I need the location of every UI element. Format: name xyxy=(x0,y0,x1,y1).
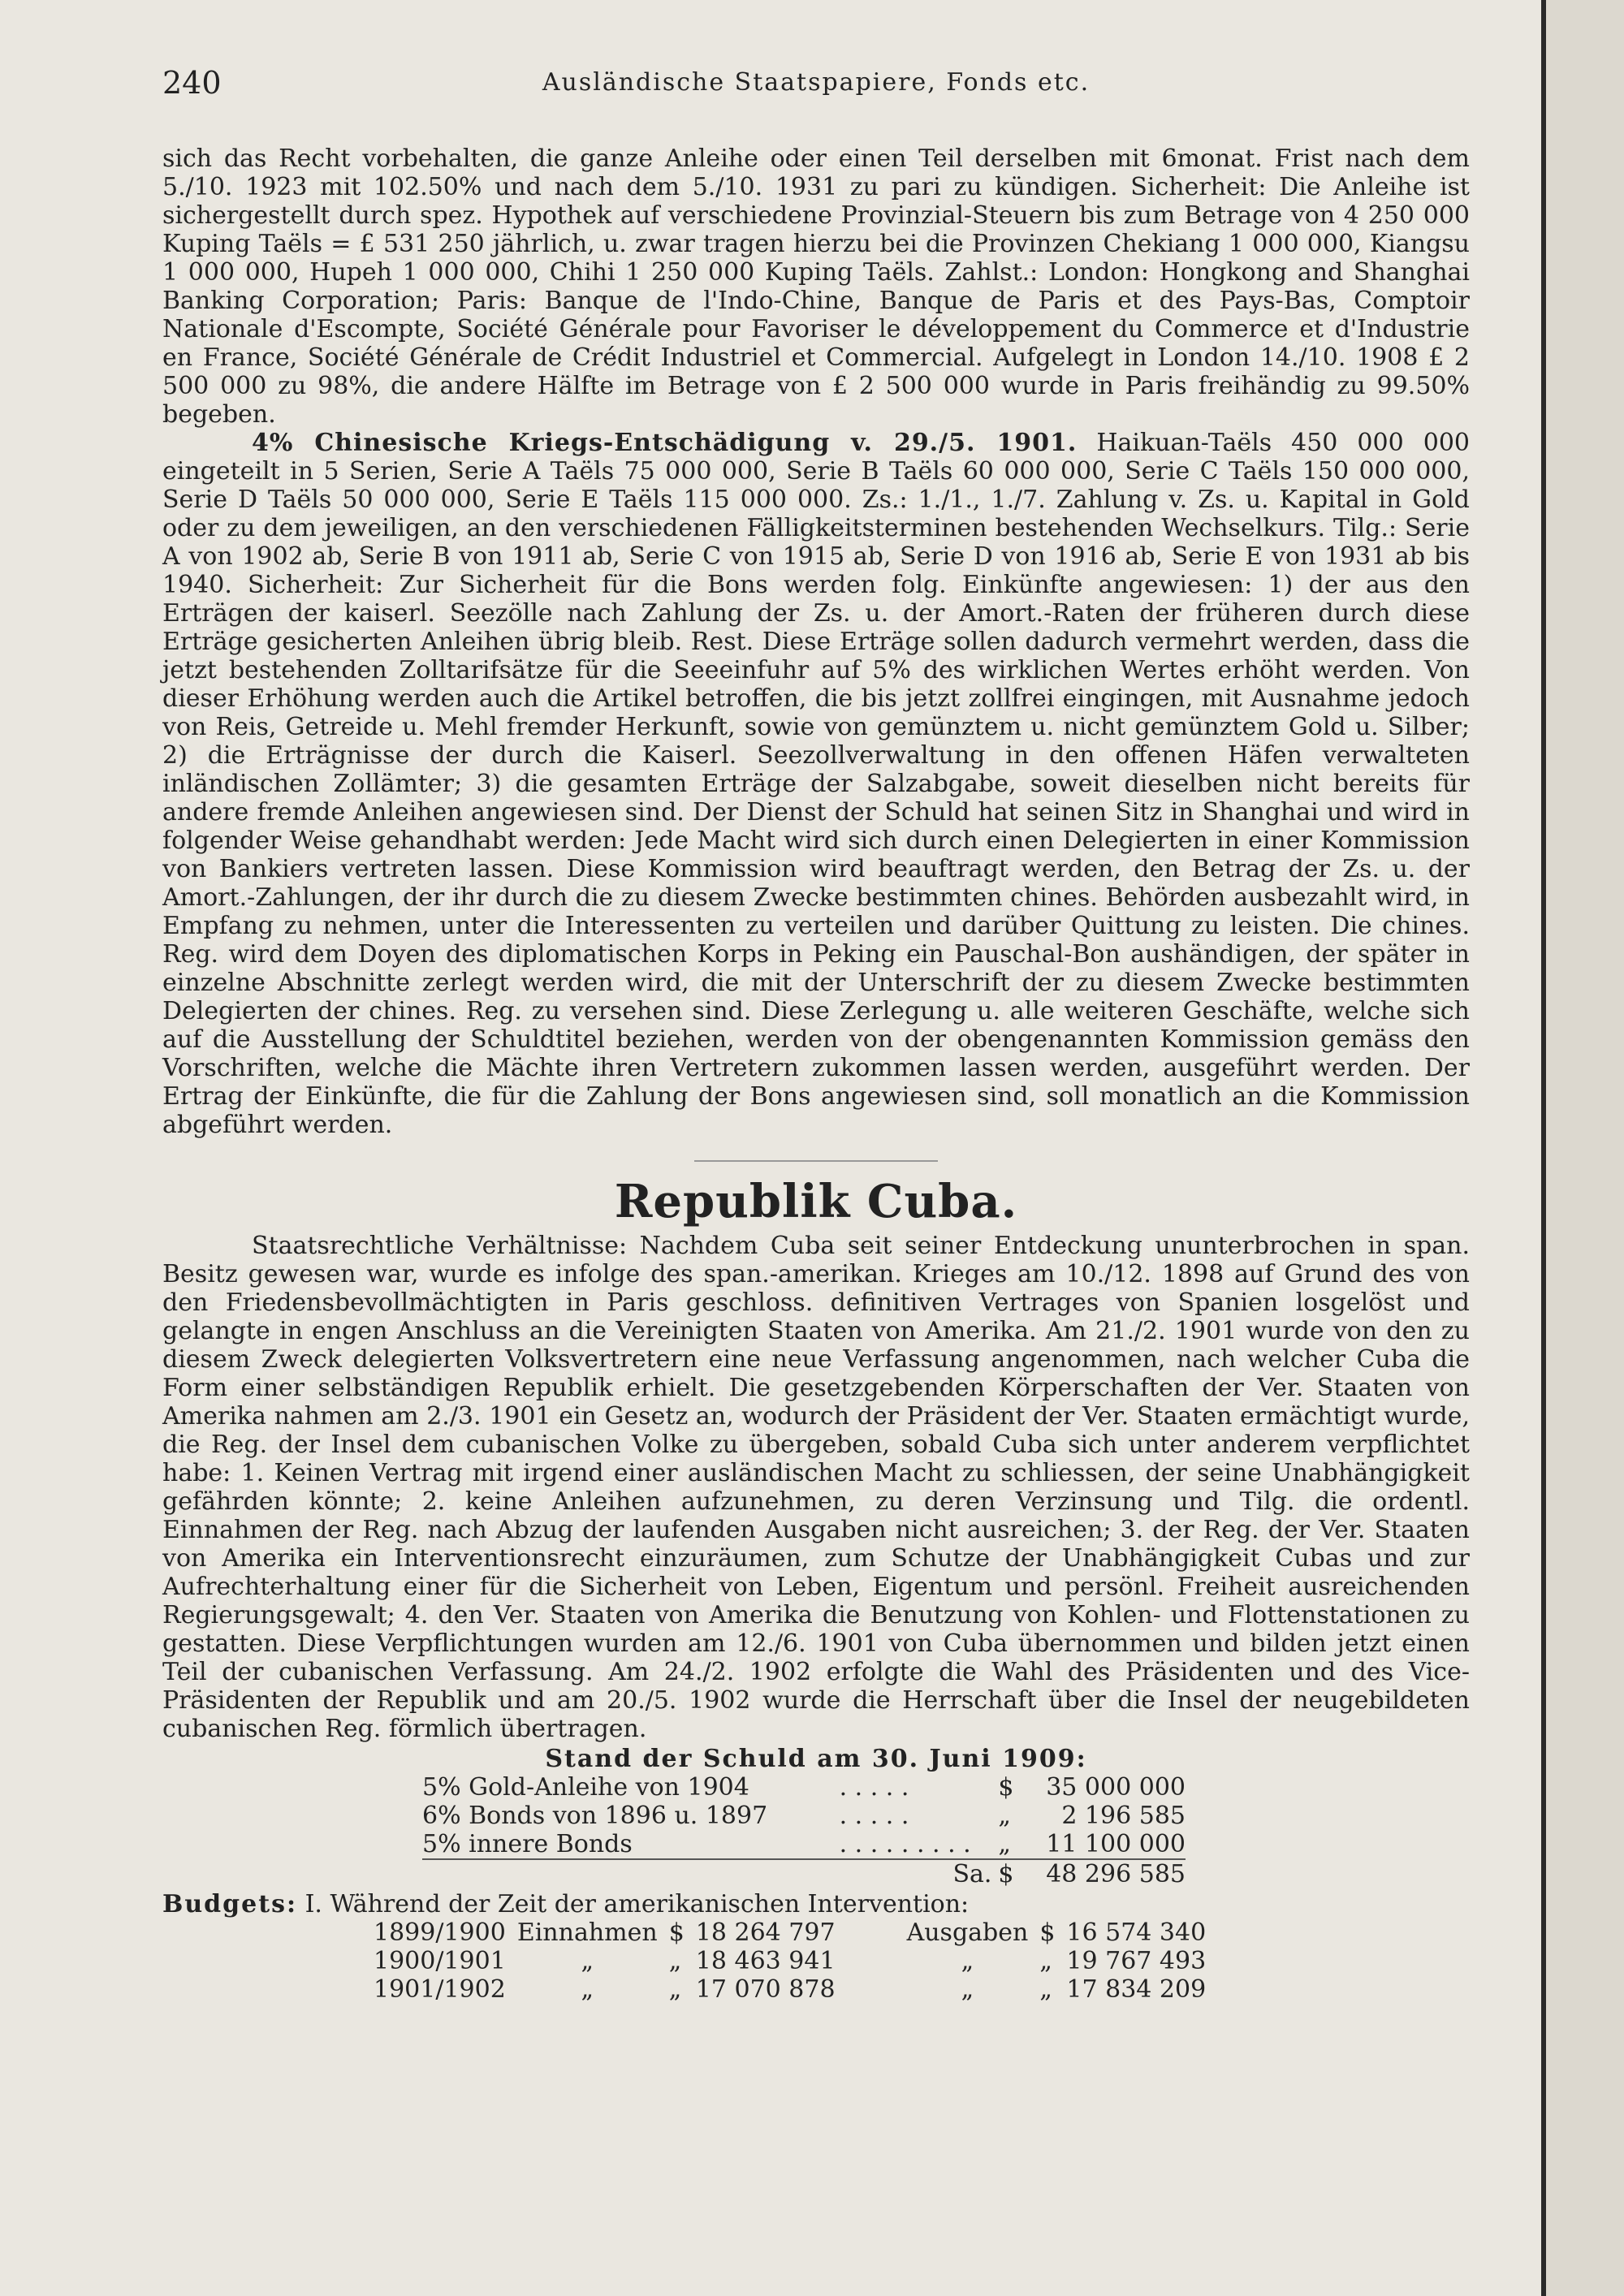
income-label: „ xyxy=(581,1947,594,1975)
page-body xyxy=(162,145,1470,2004)
debt-row xyxy=(422,1802,1186,1830)
war-indemnity-text: Haikuan-Taëls 450 000 000 eingeteilt in 5 Serien, Serie A Taëls 75 000 000, Serie B Taëls 60 000 000, Serie C Taëls 150 000 000, Serie D Taëls 50 000 000, Serie E Taëls 115 000 000. Zs.: 1./1., 1./7. Zahlung v. Zs. u. Kapital in Gold oder zu dem jeweiligen, an den verschiedenen Fälligkeitsterminen bestehenden Wechselkurs. Tilg.: Serie A von 1902 ab, Serie B von 1911 ab, Serie C von 1915 ab, Serie D von 1916 ab, Serie E von 1931 ab bis 1940. Sicherheit: Zur Sicherheit für die Bons werden folg. Einkünfte angewiesen: 1) der aus den Erträgen der kaiserl. Seezölle nach Zahlung der Zs. u. der Amort.-Raten der früheren durch diese Erträge gesicherten Anleihen übrig bleib. Rest. Diese Erträge sollen dadurch vermehrt werden, dass die jetzt bestehenden Zolltarifsätze für die Seeeinfuhr auf 5% des wirklichen Wertes erhöht werden. Von dieser Erhöhung werden auch die Artikel betroffen, die bis jetzt zollfrei eingingen, mit Ausnahme jedoch von Reis, Getreide u. Mehl fremder Herkunft, sowie von gemünztem u. nicht gemünztem Gold u. Silber; 2) die Erträgnisse der durch die Kaiserl. Seezollverwaltung in den offenen Häfen verwalteten inländischen Zollämter; 3) die gesamten Erträge der Salzabgabe, soweit dieselben nicht bereits für andere fremde Anleihen angewiesen sind. Der Dienst der Schuld hat seinen Sitz in Shanghai und wird in folgender Weise gehandhabt werden: Jede Macht wird sich durch einen Delegierten in einer Kommission von Bankiers vertreten lassen. Diese Kommission wird beauftragt werden, den Betrag der Zs. u. der Amort.-Zahlungen, der ihr durch die zu diesem Zwecke bestimmten chines. Behörden ausbezahlt wird, in Empfang zu nehmen, unter die Interessenten zu verteilen und darüber Quittung zu leisten. Die chines. Reg. wird dem Doyen des diplomatischen Korps in Peking ein Pauschal-Bon aushändigen, der später in einzelne Abschnitte zerlegt werden wird, die mit der Unterschrift der zu diesem Zwecke bestimmten Delegierten der chines. Reg. zu versehen sind. Diese Zerlegung u. alle weiteren Geschäfte, welche sich auf die Ausstellung der Schuldtitel beziehen, werden von der obengenannten Kommission gemäss den Vorschriften, welche die Mächte ihren Vertretern zukommen lassen werden, ausgeführt werden. Der Ertrag der Einkünfte, die für die Zahlung der Bons angewiesen sind, soll monatlich an die Kommission abgeführt werden. xyxy=(162,429,1470,1139)
debt-amount: 35 000 000 xyxy=(1046,1773,1186,1802)
paragraph-cuba-constitution: Staatsrechtliche Verhältnisse: Nachdem Cuba seit seiner Entdeckung ununterbrochen in span. Besitz gewesen war, wurde es infolge des span.-amerikan. Krieges am 10./12. 1898 auf Grund des von den Friedensbevollmächtigten in Paris geschloss. definitiven Vertrages von Spanien losgelöst und gelangte in engen Anschluss an die Vereinigten Staaten von Amerika. Am 21./2. 1901 wurde von den zu diesem Zweck delegierten Volksvertretern eine neue Verfassung angenommen, nach welcher Cuba die Form einer selbständigen Republik erhielt. Die gesetzgebenden Körperschaften der Ver. Staaten von Amerika nahmen am 2./3. 1901 ein Gesetz an, wodurch der Präsident der Ver. Staaten ermächtigt wurde, die Reg. der Insel dem cubanischen Volke zu übergeben, sobald Cuba sich unter anderem verpflichtet habe: 1. Keinen Vertrag mit irgend einer ausländischen Macht zu schliessen, der seine Unabhängigkeit gefährden könnte; 2. keine Anleihen aufzunehmen, zu deren Verzinsung und Tilg. die ordentl. Einnahmen der Reg. nach Abzug der laufenden Ausgaben nicht ausreichen; 3. der Reg. der Ver. Staaten von Amerika ein Interventionsrecht einzuräumen, zum Schutze der Unabhängigkeit Cubas und zur Aufrechterhaltung einer für die Sicherheit von Leben, Eigentum und persönl. Freiheit ausreichenden Regierungsgewalt; 4. den Ver. Staaten von Amerika die Benutzung von Kohlen- und Flottenstationen zu gestatten. Diese Verpflichtungen wurden am 12./6. 1901 von Cuba übernommen und bilden jetzt einen Teil der cubanischen Verfassung. Am 24./2. 1902 erfolgte die Wahl des Präsidenten und des Vice-Präsidenten der Republik und am 20./5. 1902 wurde die Herrschaft über die Insel der neugebildeten cubanischen Reg. förmlich übertragen. xyxy=(162,1232,1470,1743)
expense-currency: „ xyxy=(1039,1947,1052,1975)
debt-currency: $ xyxy=(998,1773,1014,1802)
debt-amount: 11 100 000 xyxy=(1046,1830,1186,1858)
expense-value: 16 574 340 xyxy=(1066,1918,1207,1947)
budget-table xyxy=(374,1918,1217,2004)
income-currency: „ xyxy=(668,1947,682,1975)
debt-label: 6% Bonds von 1896 u. 1897 xyxy=(422,1802,768,1830)
running-title: Ausländische Staatspapiere, Fonds etc. xyxy=(542,68,1091,97)
debt-amount: 2 196 585 xyxy=(1061,1802,1186,1830)
section-divider xyxy=(694,1160,938,1162)
expense-value: 19 767 493 xyxy=(1066,1947,1207,1975)
debt-label: 5% Gold-Anleihe von 1904 xyxy=(422,1773,749,1802)
debt-total-currency: $ xyxy=(998,1859,1017,1888)
debt-table xyxy=(422,1773,1186,1888)
debt-dots: . . . . . xyxy=(839,1773,909,1802)
debt-total-amount: 48 296 585 xyxy=(1017,1859,1186,1888)
budgets-intro: I. Während der Zeit der amerikanischen Intervention: xyxy=(304,1890,970,1918)
budgets-intro-line xyxy=(162,1890,1470,1918)
budget-year: 1901/1902 xyxy=(374,1975,506,2004)
income-value: 18 264 797 xyxy=(695,1918,836,1947)
income-label: „ xyxy=(581,1975,594,2004)
debt-total-row xyxy=(422,1859,1186,1888)
income-label: Einnahmen xyxy=(516,1918,658,1947)
budget-row xyxy=(374,1975,1217,2004)
income-value: 17 070 878 xyxy=(695,1975,836,2004)
debt-currency: „ xyxy=(998,1830,1011,1858)
debt-dots: . . . . . xyxy=(839,1802,909,1830)
war-indemnity-heading: 4% Chinesische Kriegs-Entschädigung v. 29./5. 1901. xyxy=(252,429,1078,457)
paragraph-war-indemnity xyxy=(162,429,1470,1139)
debt-row xyxy=(422,1830,1186,1859)
budgets-label: Budgets: xyxy=(162,1890,298,1918)
expense-label: „ xyxy=(961,1947,974,1975)
expense-currency: „ xyxy=(1039,1975,1052,2004)
section-title-cuba: Republik Cuba. xyxy=(614,1175,1018,1228)
budget-year: 1900/1901 xyxy=(374,1947,506,1975)
page-number: 240 xyxy=(162,65,222,101)
income-currency: $ xyxy=(668,1918,685,1947)
debt-total-label: Sa. xyxy=(840,1859,999,1888)
expense-currency: $ xyxy=(1039,1918,1056,1947)
budget-row xyxy=(374,1918,1217,1947)
debt-heading: Stand der Schuld am 30. Juni 1909: xyxy=(545,1745,1087,1773)
debt-row xyxy=(422,1773,1186,1802)
expense-value: 17 834 209 xyxy=(1066,1975,1207,2004)
expense-label: Ausgaben xyxy=(906,1918,1029,1947)
income-value: 18 463 941 xyxy=(695,1947,836,1975)
paragraph-loan-continuation: sich das Recht vorbehalten, die ganze Anleihe oder einen Teil derselben mit 6monat. Frist nach dem 5./10. 1923 mit 102.50% und nach dem 5./10. 1931 zu pari zu kündigen. Sicherheit: Die Anleihe ist sichergestellt durch spez. Hypothek auf verschiedene Provinzial-Steuern bis zum Betrage von 4 250 000 Kuping Taëls = £ 531 250 jährlich, u. zwar tragen hierzu bei die Provinzen Chekiang 1 000 000, Kiangsu 1 000 000, Hupeh 1 000 000, Chihi 1 250 000 Kuping Taëls. Zahlst.: London: Hongkong and Shanghai Banking Corporation; Paris: Banque de l'Indo-Chine, Banque de Paris et des Pays-Bas, Comptoir Nationale d'Escompte, Société Générale pour Favoriser le développement du Commerce et d'Industrie en France, Société Générale de Crédit Industriel et Commercial. Aufgelegt in London 14./10. 1908 £ 2 500 000 zu 98%, die andere Hälfte im Betrage von £ 2 500 000 wurde in Paris freihändig zu 99.50% begeben. xyxy=(162,145,1470,429)
income-currency: „ xyxy=(668,1975,682,2004)
expense-label: „ xyxy=(961,1975,974,2004)
debt-dots: . . . . . . . . . xyxy=(839,1830,971,1858)
budget-year: 1899/1900 xyxy=(374,1918,506,1947)
debt-currency: „ xyxy=(998,1802,1011,1830)
budget-row xyxy=(374,1947,1217,1975)
adjacent-page-strip xyxy=(1546,0,1624,2296)
page-header xyxy=(162,65,1470,106)
debt-label: 5% innere Bonds xyxy=(422,1830,633,1858)
